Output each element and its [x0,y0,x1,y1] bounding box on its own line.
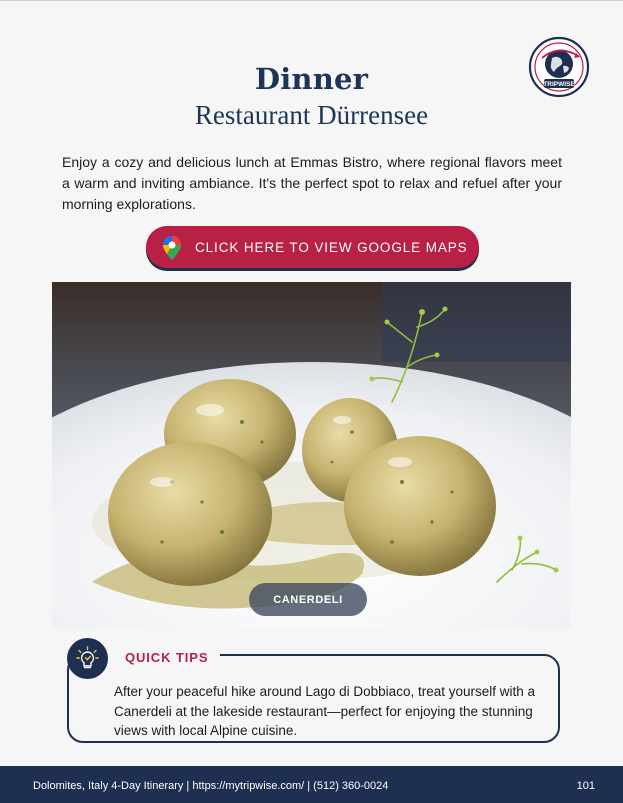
quick-tips-text: After your peaceful hike around Lago di Dobbiaco, treat yourself with a Canerdeli at the lakeside restaurant—perfect for enjoying the stunning views with local Alpine cuisine. [114,684,535,738]
footer [0,766,623,803]
lightbulb-icon [67,638,108,679]
photo-caption: CANERDELI [249,583,367,616]
google-maps-button[interactable] [146,226,479,268]
page-number: 101 [576,780,595,792]
google-maps-pin-icon [162,235,182,261]
food-photo [52,282,571,629]
page-title: Dinner [254,62,369,96]
top-divider [0,0,623,1]
page-subtitle: Restaurant Dürrensee [194,100,429,130]
google-maps-button-label: CLICK HERE TO VIEW GOOGLE MAPS [195,240,468,255]
logo-wordmark: TRIPWISE [543,81,575,88]
footer-info: Dolomites, Italy 4-Day Itinerary | https://mytripwise.com/ | (512) 360-0024 [33,780,389,792]
quick-tips-heading: QUICK TIPS [125,650,209,665]
description-paragraph: Enjoy a cozy and delicious lunch at Emmas Bistro, where regional flavors meet a warm and inviting ambiance. It's the perfect spot to relax and refuel after your morning explorations. [62,154,562,212]
